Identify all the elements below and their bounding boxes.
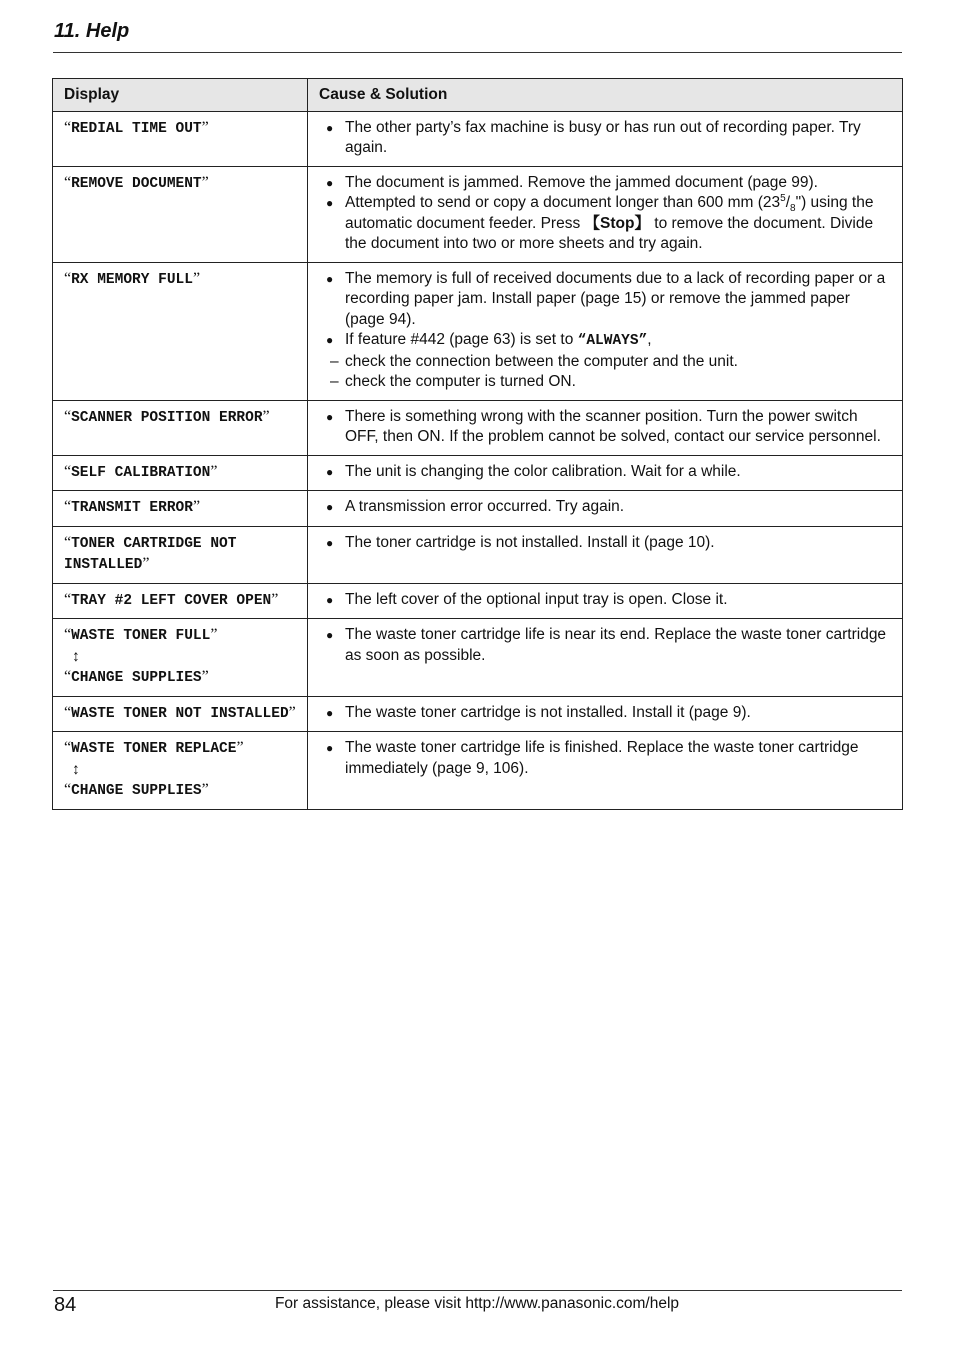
solution-text: There is something wrong with the scanner position. Turn the power switch OFF, then ON. If the problem cannot be solved, contact our service personnel. <box>345 407 881 445</box>
solution-text: The left cover of the optional input tray is open. Close it. <box>345 590 728 608</box>
display-message <box>64 407 297 429</box>
cause-cell <box>308 526 903 583</box>
list-item <box>319 330 892 393</box>
display-message <box>64 533 297 576</box>
open-quote: “ <box>64 590 72 608</box>
text-part: , <box>647 331 652 348</box>
display-message <box>64 462 297 484</box>
cause-cell <box>308 491 903 527</box>
open-quote: “ <box>64 173 72 191</box>
display-cell <box>53 491 308 527</box>
list-item <box>319 173 892 194</box>
table-row <box>53 262 903 400</box>
solution-list <box>319 533 892 554</box>
footer-rule <box>53 1290 902 1291</box>
open-quote: “ <box>64 498 72 515</box>
display-message <box>64 667 297 689</box>
list-item <box>319 703 892 724</box>
solution-list <box>319 738 892 779</box>
open-quote: “ <box>64 118 72 136</box>
cause-cell <box>308 166 903 262</box>
open-quote: “ <box>64 462 72 480</box>
table-row <box>53 732 903 810</box>
display-cell <box>53 455 308 491</box>
display-text: WASTE TONER FULL <box>71 628 211 644</box>
text-part: to remove the document. Divide the document into two or more sheets and try again. <box>345 214 874 252</box>
table-row <box>53 526 903 583</box>
open-quote: “ <box>64 269 72 287</box>
solution-text: The other party’s fax machine is busy or has run out of recording paper. Try again. <box>345 118 861 156</box>
stop-key-label: 【Stop】 <box>584 214 650 232</box>
display-message <box>64 590 297 612</box>
close-quote: ” <box>192 269 201 287</box>
display-cell <box>53 400 308 455</box>
cause-cell <box>308 455 903 491</box>
open-quote: “ <box>64 781 72 798</box>
fraction-denominator: 8 <box>790 203 796 215</box>
solution-list <box>319 703 892 724</box>
cause-cell <box>308 732 903 810</box>
cause-cell <box>308 262 903 400</box>
close-quote: ” <box>271 590 279 608</box>
list-item <box>319 497 892 518</box>
display-text: SELF CALIBRATION <box>71 464 211 481</box>
close-quote: ” <box>201 118 209 136</box>
display-message <box>64 173 297 195</box>
footer-text: For assistance, please visit http://www.panasonic.com/help <box>274 1295 680 1312</box>
close-quote: ” <box>201 781 209 798</box>
solution-text: The toner cartridge is not installed. Install it (page 10). <box>345 533 715 551</box>
list-item <box>319 407 892 448</box>
sub-list-item: – check the connection between the computer and the unit. <box>319 352 892 373</box>
text-part: Attempted to send or copy a document longer than 600 mm (23 <box>345 194 781 211</box>
display-message <box>64 703 297 725</box>
display-text: TRAY #2 LEFT COVER OPEN <box>71 592 272 609</box>
display-message <box>64 118 297 140</box>
table-row <box>53 619 903 697</box>
display-cell <box>53 732 308 810</box>
table-row <box>53 491 903 527</box>
cause-cell <box>308 696 903 732</box>
solution-list <box>319 590 892 611</box>
display-cell <box>53 262 308 400</box>
fraction-slash: / <box>785 194 790 211</box>
solution-text: The waste toner cartridge is not installed. Install it (page 9). <box>345 703 751 721</box>
list-item <box>319 738 892 779</box>
close-quote: ” <box>262 407 270 425</box>
page-number: 84 <box>54 1294 77 1316</box>
solution-list <box>319 497 892 518</box>
col-header-cause: Cause & Solution <box>308 79 903 112</box>
list-item <box>319 590 892 611</box>
sub-list <box>345 352 892 393</box>
display-text: RX MEMORY FULL <box>71 271 193 288</box>
open-quote: “ <box>64 739 72 756</box>
table-body <box>53 111 903 809</box>
up-down-arrow-icon: ↕ <box>72 760 80 778</box>
display-message <box>64 269 297 291</box>
setting-value: “ALWAYS” <box>577 333 648 349</box>
open-quote: “ <box>64 407 72 425</box>
cause-cell <box>308 583 903 619</box>
table-row <box>53 166 903 262</box>
close-quote: ” <box>142 555 150 572</box>
display-message <box>64 738 297 760</box>
table-row <box>53 455 903 491</box>
close-quote: ” <box>192 498 201 515</box>
close-quote: ” <box>201 173 209 191</box>
text-part: ") using the automatic document feeder. Press <box>345 194 874 232</box>
open-quote: “ <box>64 626 72 643</box>
solution-list <box>319 269 892 393</box>
list-item <box>319 462 892 483</box>
display-cell <box>53 619 308 697</box>
solution-text: The waste toner cartridge life is near its end. Replace the waste toner cartridge as soon as possible. <box>345 626 887 664</box>
open-quote: “ <box>64 533 72 551</box>
display-text: REDIAL TIME OUT <box>71 120 202 137</box>
table-row <box>53 696 903 732</box>
close-quote: ” <box>236 739 244 756</box>
cause-cell <box>308 619 903 697</box>
sub-list-item: – check the computer is turned ON. <box>319 372 892 393</box>
display-message <box>64 780 297 802</box>
display-cell <box>53 166 308 262</box>
section-title: 11. Help <box>54 20 130 42</box>
display-cell <box>53 583 308 619</box>
close-quote: ” <box>201 668 209 685</box>
display-text: CHANGE SUPPLIES <box>71 783 202 799</box>
display-text: REMOVE DOCUMENT <box>71 175 202 192</box>
up-down-arrow-icon: ↕ <box>72 647 80 665</box>
list-item <box>319 193 892 255</box>
table-row <box>53 583 903 619</box>
solution-list <box>319 625 892 666</box>
help-table <box>52 78 903 810</box>
display-cell <box>53 111 308 166</box>
display-text: WASTE TONER REPLACE <box>71 741 237 757</box>
close-quote: ” <box>288 703 296 721</box>
solution-list <box>319 173 892 255</box>
solution-text: The memory is full of received documents due to a lack of recording paper or a recording paper jam. Install paper (page 15) or remove the jammed paper (page 94). <box>345 269 886 328</box>
cause-cell <box>308 111 903 166</box>
display-message <box>64 497 297 519</box>
open-quote: “ <box>64 668 72 685</box>
display-cell <box>53 526 308 583</box>
display-text: SCANNER POSITION ERROR <box>71 409 263 426</box>
solution-list <box>319 118 892 159</box>
solution-text: The unit is changing the color calibration. Wait for a while. <box>345 462 741 480</box>
solution-text: The waste toner cartridge life is finished. Replace the waste toner cartridge immediately (page 9, 106). <box>345 739 859 777</box>
display-message <box>64 625 297 647</box>
solution-list <box>319 462 892 483</box>
solution-text: A transmission error occurred. Try again. <box>345 498 625 515</box>
text-part: If feature #442 (page 63) is set to <box>345 331 578 348</box>
display-text: TONER CARTRIDGE NOT INSTALLED <box>64 535 237 573</box>
list-item <box>319 625 892 666</box>
fraction-numerator: 5 <box>780 192 786 204</box>
close-quote: ” <box>210 462 218 480</box>
solution-text: The document is jammed. Remove the jammed document (page 99). <box>345 173 818 191</box>
col-header-display: Display <box>53 79 308 112</box>
list-item <box>319 118 892 159</box>
table-header-row <box>53 79 903 112</box>
list-item <box>319 269 892 331</box>
solution-list <box>319 407 892 448</box>
table-row <box>53 400 903 455</box>
cause-cell <box>308 400 903 455</box>
display-text: CHANGE SUPPLIES <box>71 670 202 686</box>
close-quote: ” <box>210 626 218 643</box>
list-item <box>319 533 892 554</box>
table-row <box>53 111 903 166</box>
display-text: TRANSMIT ERROR <box>71 500 193 516</box>
display-cell <box>53 696 308 732</box>
header-rule <box>53 52 902 53</box>
open-quote: “ <box>64 703 72 721</box>
display-text: WASTE TONER NOT INSTALLED <box>71 705 289 722</box>
